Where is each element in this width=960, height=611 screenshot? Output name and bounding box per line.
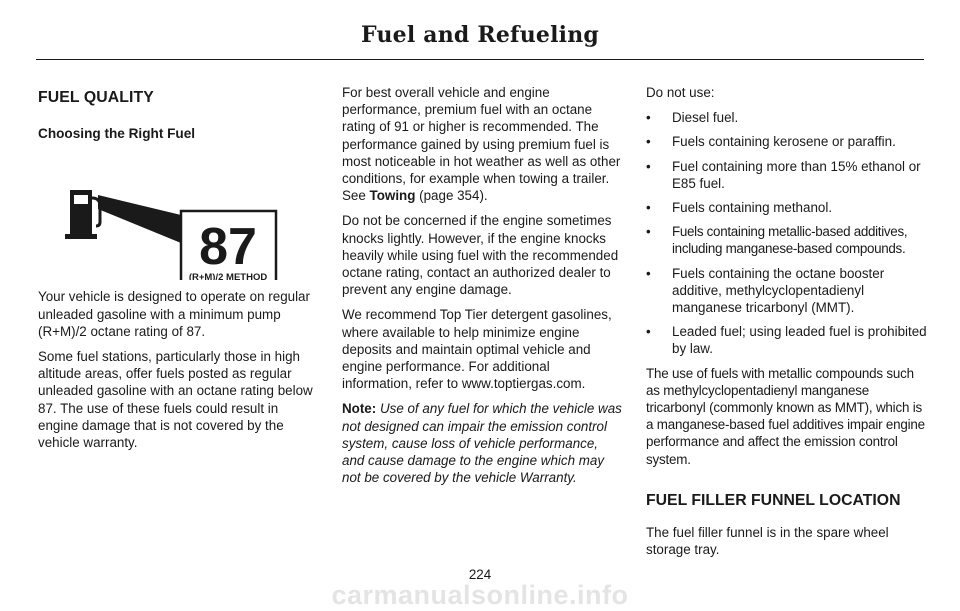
note-text: Use of any fuel for which the vehicle was not designed can impair the emission control system, cause loss of vehicle performance, and cause damage to the engine which may not be covered by the vehicle Warranty. (342, 401, 622, 486)
page-title: Fuel and Refueling (361, 22, 599, 48)
list-item-text: Diesel fuel. (672, 110, 739, 126)
paragraph: The use of fuels with metallic compounds such as methylcyclopentadienyl manganese tricarbonyl (commonly known as MMT), which is a manganese-based fuel additives impair engine performance and affect the emission control system. (646, 365, 925, 467)
paragraph: The fuel filler funnel is in the spare wheel storage tray. (646, 525, 889, 558)
list-item-text: Fuel containing more than 15% ethanol or E85 fuel. (672, 158, 921, 191)
column-1 (38, 84, 318, 459)
section-heading-fuel-quality: FUEL QUALITY (38, 89, 154, 106)
watermark: carmanualsonline.info (331, 580, 629, 610)
paragraph: Some fuel stations, particularly those in high altitude areas, offer fuels posted as regular unleaded gasoline with an octane rating below 87. The use of these fuels could result in engine damage that is not covered by the vehicle warranty. (38, 349, 313, 451)
bullet-marker: • (646, 224, 651, 240)
list-item-text: Fuels containing methanol. (672, 200, 833, 216)
paragraph: We recommend Top Tier detergent gasolines, where available to help minimize engine deposits and maintain optimal vehicle and engine performance. For additional information, refer to www.toptiergas.com. (342, 307, 612, 392)
list-item (646, 109, 928, 126)
paragraph: Do not be concerned if the engine sometimes knocks lightly. However, if the engine knocks heavily while using fuel with the recommended octane rating, contact an authorized dealer to prevent any engine damage. (342, 213, 619, 298)
octane-rating-value: 87 (199, 218, 257, 277)
list-item (646, 223, 928, 257)
octane-label-figure (38, 152, 318, 280)
paragraph: Do not use: (646, 85, 715, 100)
list-item-text: Fuels containing kerosene or paraffin. (672, 134, 896, 150)
page-number: 224 (468, 567, 492, 582)
column-3 (646, 84, 928, 566)
list-item (646, 133, 928, 150)
list-item (646, 323, 928, 357)
list-item (646, 265, 928, 317)
column-2 (342, 84, 622, 494)
fuel-pump-icon (65, 190, 100, 239)
header-divider (36, 59, 924, 60)
text: (page 354). (415, 188, 488, 204)
subheading-choosing-fuel: Choosing the Right Fuel (38, 126, 196, 142)
bullet-marker: • (646, 134, 651, 150)
section-heading-fuel-filler-funnel: FUEL FILLER FUNNEL LOCATION (646, 491, 901, 509)
towing-reference-link[interactable]: Towing (369, 188, 416, 204)
bullet-marker: • (646, 200, 651, 216)
text: For best overall vehicle and engine performance, premium fuel with an octane rating of 91 or higher is recommended. The performance gained by using premium fuel is most noticeable in hot weather as well as other conditions, for example when towing a trailer. See (342, 85, 621, 204)
bullet-marker: • (646, 158, 651, 174)
list-item-text: Leaded fuel; using leaded fuel is prohibited by law. (672, 324, 927, 357)
list-item (646, 158, 928, 192)
bullet-marker: • (646, 110, 651, 126)
list-item (646, 199, 928, 216)
pump-to-label-beam (98, 195, 181, 243)
list-item-text: Fuels containing metallic-based additives, including manganese-based compounds. (672, 224, 908, 257)
bullet-marker: • (646, 265, 651, 281)
note (342, 400, 622, 486)
bullet-marker: • (646, 324, 651, 340)
paragraph: Your vehicle is designed to operate on regular unleaded gasoline with a minimum pump (R+M)/2 octane rating of 87. (38, 289, 310, 339)
fuel-pump-octane-illustration (38, 152, 318, 280)
octane-method-label: (R+M)/2 METHOD (188, 272, 268, 281)
list-item-text: Fuels containing the octane booster additive, methylcyclopentadienyl manganese tricarbonyl (MMT). (672, 265, 885, 316)
paragraph-premium-fuel (342, 84, 622, 204)
note-label: Note: (342, 401, 377, 417)
